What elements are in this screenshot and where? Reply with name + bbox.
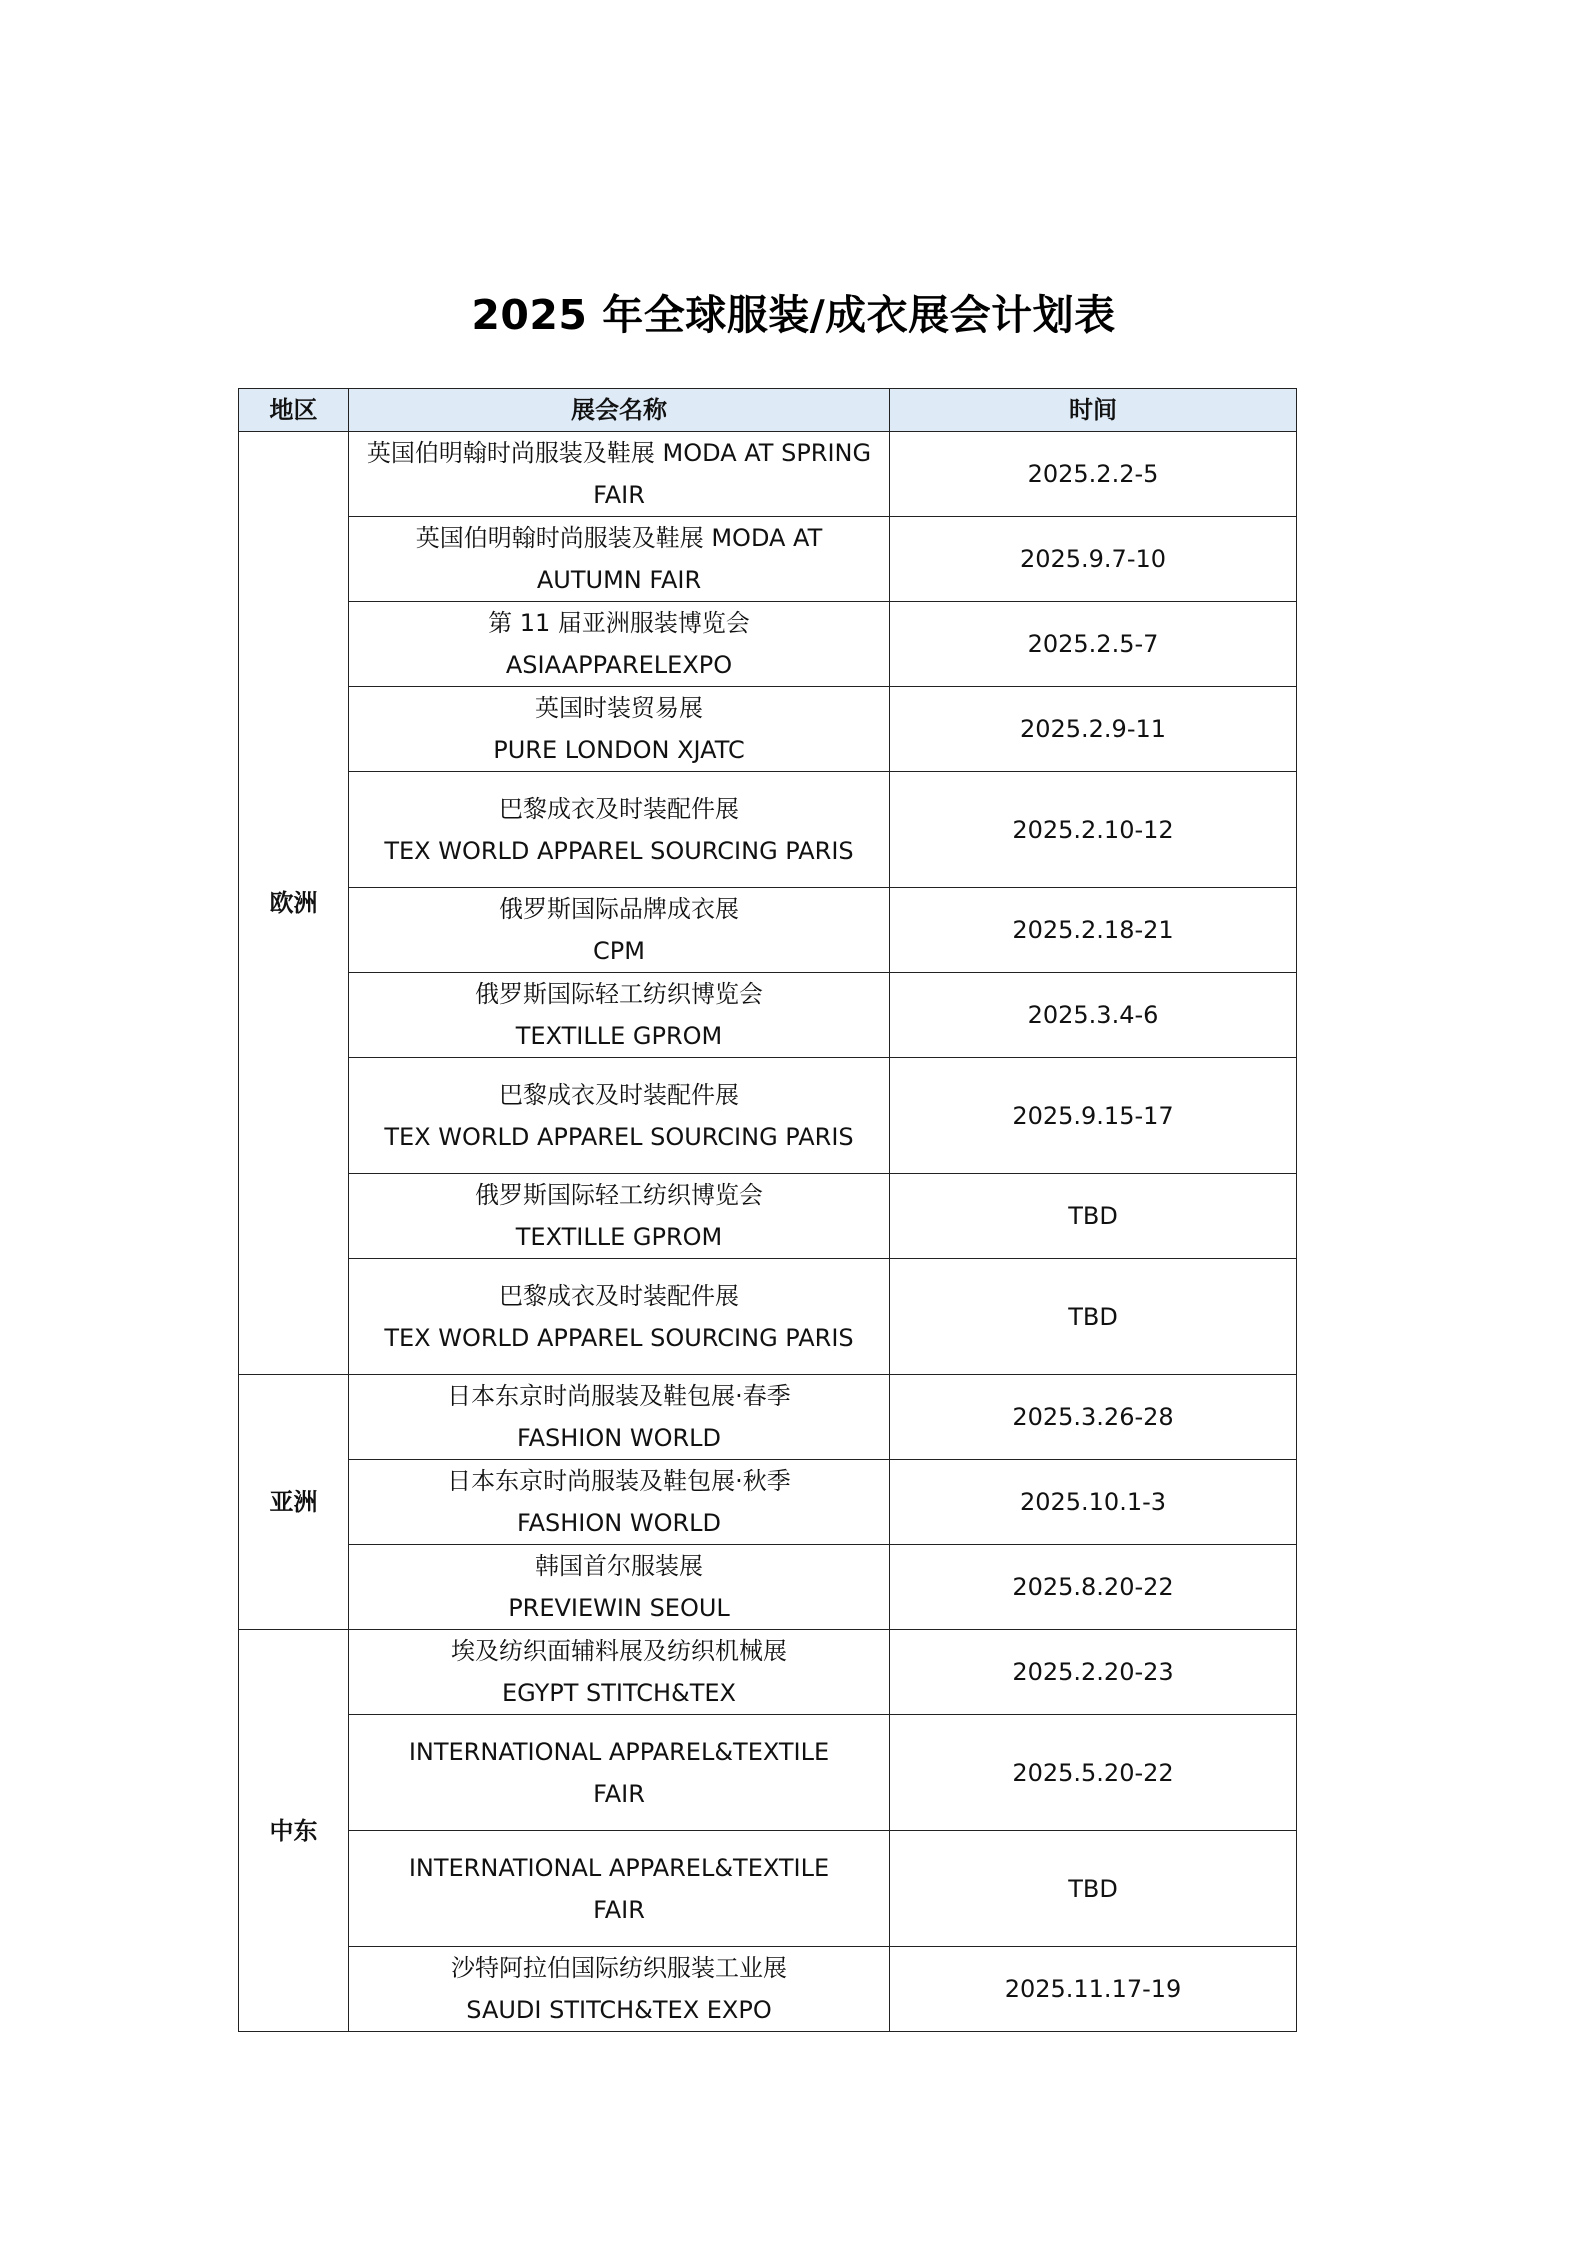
exhibition-name: 俄罗斯国际轻工纺织博览会 TEXTILLE GPROM [349, 973, 890, 1058]
exhibition-time: 2025.3.4-6 [890, 973, 1297, 1058]
table-row [239, 1545, 1297, 1630]
exhibition-name: 英国时装贸易展 PURE LONDON XJATC [349, 687, 890, 772]
exhibition-time: 2025.9.15-17 [890, 1058, 1297, 1174]
exhibition-time: 2025.2.9-11 [890, 687, 1297, 772]
exhibition-name: 英国伯明翰时尚服装及鞋展 MODA AT AUTUMN FAIR [349, 517, 890, 602]
exhibition-time: TBD [890, 1174, 1297, 1259]
table-row [239, 602, 1297, 687]
exhibition-name: 巴黎成衣及时装配件展 TEX WORLD APPAREL SOURCING PARIS [349, 1058, 890, 1174]
exhibition-name: 沙特阿拉伯国际纺织服装工业展 SAUDI STITCH&TEX EXPO [349, 1947, 890, 2032]
table-row [239, 1375, 1297, 1460]
exhibition-name: 埃及纺织面辅料展及纺织机械展 EGYPT STITCH&TEX [349, 1630, 890, 1715]
table-row [239, 1630, 1297, 1715]
table-row [239, 1831, 1297, 1947]
exhibition-time: 2025.8.20-22 [890, 1545, 1297, 1630]
exhibition-time: 2025.9.7-10 [890, 517, 1297, 602]
exhibition-time: 2025.11.17-19 [890, 1947, 1297, 2032]
exhibition-time: 2025.3.26-28 [890, 1375, 1297, 1460]
exhibition-time: 2025.2.20-23 [890, 1630, 1297, 1715]
region-asia: 亚洲 [239, 1375, 349, 1630]
exhibition-time: TBD [890, 1831, 1297, 1947]
region-middle-east: 中东 [239, 1630, 349, 2032]
table-row [239, 1947, 1297, 2032]
exhibition-name: 巴黎成衣及时装配件展 TEX WORLD APPAREL SOURCING PARIS [349, 1259, 890, 1375]
exhibition-time: 2025.5.20-22 [890, 1715, 1297, 1831]
exhibition-name: 第 11 届亚洲服装博览会 ASIAAPPARELEXPO [349, 602, 890, 687]
exhibition-time: TBD [890, 1259, 1297, 1375]
exhibition-name: 英国伯明翰时尚服装及鞋展 MODA AT SPRING FAIR [349, 432, 890, 517]
exhibition-time: 2025.2.2-5 [890, 432, 1297, 517]
exhibition-name: 巴黎成衣及时装配件展 TEX WORLD APPAREL SOURCING PARIS [349, 772, 890, 888]
exhibition-name: INTERNATIONAL APPAREL&TEXTILE FAIR [349, 1831, 890, 1947]
exhibition-name: 日本东京时尚服装及鞋包展·春季 FASHION WORLD [349, 1375, 890, 1460]
page-title: 2025 年全球服装/成衣展会计划表 [471, 291, 1116, 339]
table-header-row [239, 389, 1297, 432]
header-time: 时间 [890, 389, 1297, 432]
table-row [239, 687, 1297, 772]
table-row [239, 432, 1297, 517]
exhibition-name: 韩国首尔服装展 PREVIEWIN SEOUL [349, 1545, 890, 1630]
region-europe: 欧洲 [239, 432, 349, 1375]
table-row [239, 1460, 1297, 1545]
table-row [239, 1715, 1297, 1831]
table-row [239, 1259, 1297, 1375]
exhibition-name: INTERNATIONAL APPAREL&TEXTILE FAIR [349, 1715, 890, 1831]
header-region: 地区 [239, 389, 349, 432]
header-name: 展会名称 [349, 389, 890, 432]
table-row [239, 888, 1297, 973]
table-row [239, 1174, 1297, 1259]
exhibition-name: 日本东京时尚服装及鞋包展·秋季 FASHION WORLD [349, 1460, 890, 1545]
table-row [239, 517, 1297, 602]
exhibition-name: 俄罗斯国际轻工纺织博览会 TEXTILLE GPROM [349, 1174, 890, 1259]
table-row [239, 973, 1297, 1058]
table-row [239, 1058, 1297, 1174]
exhibition-time: 2025.2.10-12 [890, 772, 1297, 888]
table-row [239, 772, 1297, 888]
exhibition-time: 2025.2.5-7 [890, 602, 1297, 687]
exhibition-schedule-table [238, 388, 1297, 2032]
table-body [239, 432, 1297, 2032]
exhibition-time: 2025.10.1-3 [890, 1460, 1297, 1545]
exhibition-time: 2025.2.18-21 [890, 888, 1297, 973]
exhibition-name: 俄罗斯国际品牌成衣展 CPM [349, 888, 890, 973]
